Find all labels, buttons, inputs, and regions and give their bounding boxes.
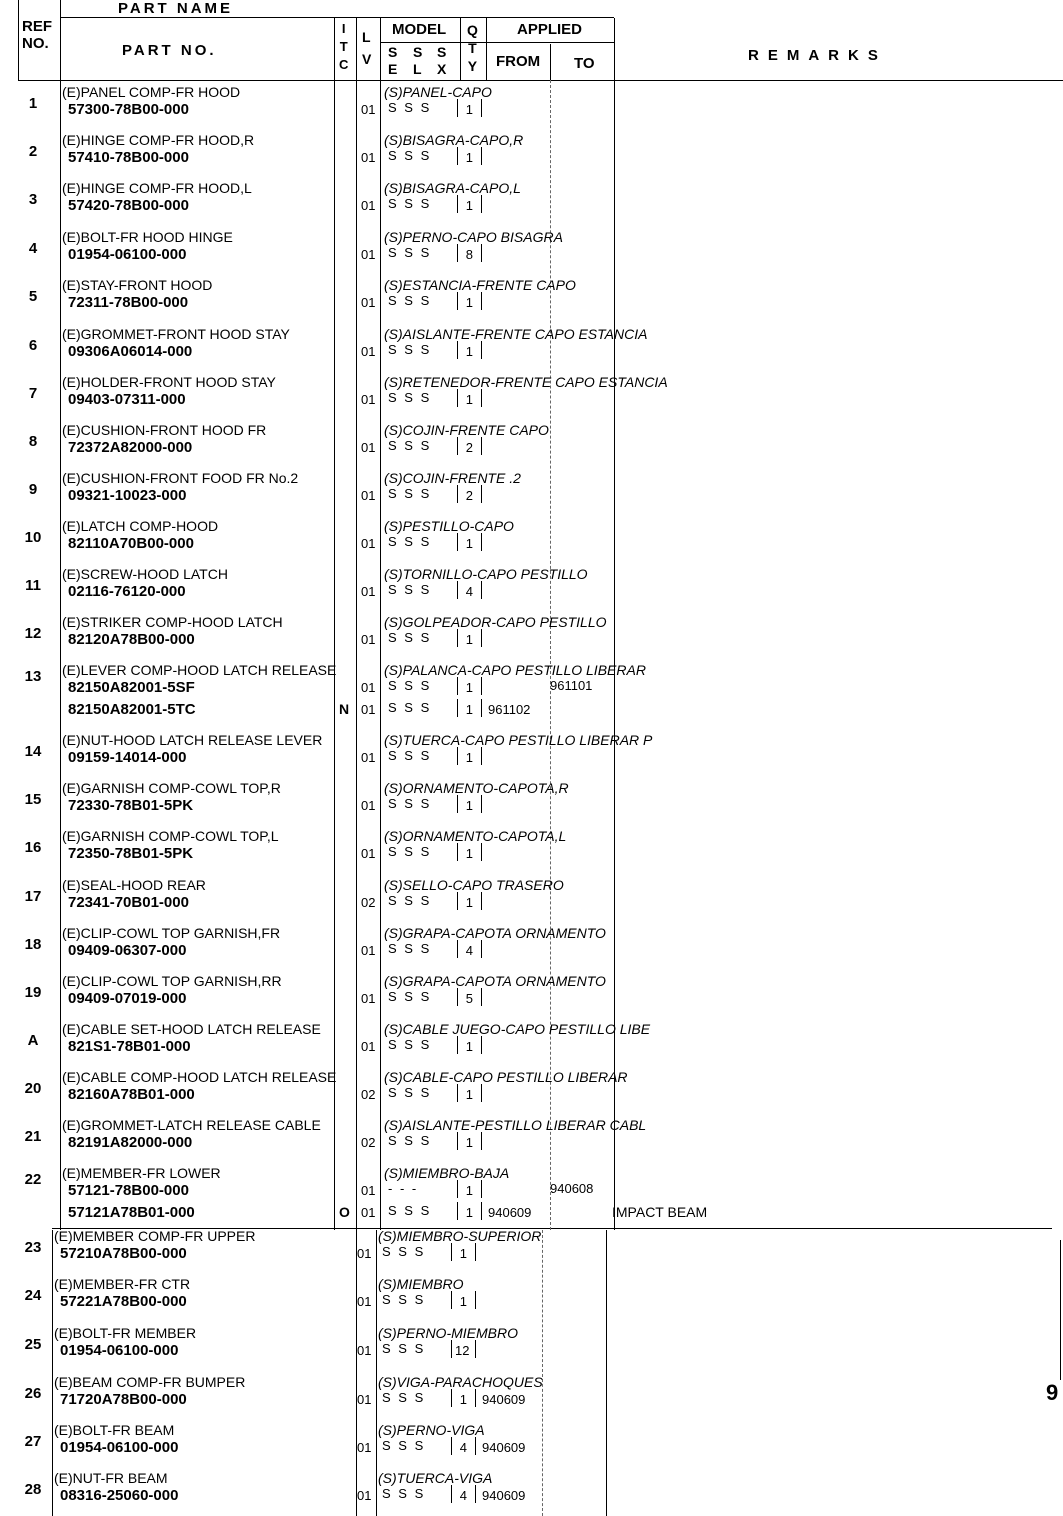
model-applicability: S S S <box>382 1438 424 1453</box>
part-name: (E)CLIP-COWL TOP GARNISH,FR <box>62 925 281 941</box>
qty-divider <box>481 437 482 455</box>
level: 01 <box>361 798 376 813</box>
qty-divider <box>457 892 458 910</box>
qty-divider <box>475 1437 476 1455</box>
spanish-name: (S)TUERCA-VIGA <box>378 1470 493 1486</box>
part-name: (E)NUT-FR BEAM <box>54 1470 168 1486</box>
level: 01 <box>361 1039 376 1054</box>
quantity: 1 <box>465 750 473 765</box>
quantity: 1 <box>465 150 473 165</box>
spanish-name: (S)BISAGRA-CAPO,L <box>384 180 521 196</box>
part-number: 57420-78B00-000 <box>68 197 189 214</box>
level: 01 <box>361 750 376 765</box>
ref-number: 25 <box>24 1336 42 1353</box>
qty-divider <box>481 892 482 910</box>
qty-divider <box>457 195 458 213</box>
quantity: 1 <box>465 632 473 647</box>
model-applicability: S S S <box>388 100 430 115</box>
quantity: 1 <box>465 344 473 359</box>
level: 01 <box>361 295 376 310</box>
quantity: 1 <box>465 295 473 310</box>
qty-divider <box>481 292 482 310</box>
qty-divider <box>451 1243 452 1261</box>
spanish-name: (S)MIEMBRO-BAJA <box>384 1165 510 1181</box>
part-number: 09321-10023-000 <box>68 487 187 504</box>
level: 01 <box>361 1183 376 1198</box>
ref-number: 8 <box>28 433 38 450</box>
part-number: 57410-78B00-000 <box>68 149 189 166</box>
spanish-name: (S)AISLANTE-FRENTE CAPO ESTANCIA <box>384 326 648 342</box>
spanish-name: (S)PESTILLO-CAPO <box>384 518 514 534</box>
ref-number: 7 <box>28 385 38 402</box>
ref-number: 4 <box>28 240 38 257</box>
spanish-name: (S)AISLANTE-PESTILLO LIBERAR CABL <box>384 1117 647 1133</box>
qty-divider <box>451 1340 452 1358</box>
quantity: 1 <box>465 1205 473 1220</box>
level: 01 <box>357 1343 372 1358</box>
remark: IMPACT BEAM <box>612 1204 708 1220</box>
ref-number: 5 <box>28 288 38 305</box>
ref-number: 18 <box>24 936 42 953</box>
quantity: 1 <box>465 846 473 861</box>
quantity: 1 <box>465 702 473 717</box>
quantity: 1 <box>465 536 473 551</box>
quantity: 8 <box>465 247 473 262</box>
qty-divider <box>481 1084 482 1102</box>
model-col-sl: S L <box>413 44 423 77</box>
part-name: (E)SCREW-HOOD LATCH <box>62 566 228 582</box>
level: 01 <box>361 702 376 717</box>
part-name: (E)CABLE SET-HOOD LATCH RELEASE <box>62 1021 321 1037</box>
remarks-header: REMARKS <box>748 47 887 64</box>
qty-divider <box>457 1202 458 1220</box>
ref-number: 1 <box>28 95 38 112</box>
ref-number: 26 <box>24 1385 42 1402</box>
model-applicability: S S S <box>388 148 430 163</box>
spanish-name: (S)CABLE-CAPO PESTILLO LIBERAR <box>384 1069 628 1085</box>
ref-number: 3 <box>28 191 38 208</box>
qty-divider <box>481 843 482 861</box>
quantity: 4 <box>465 584 473 599</box>
part-number: 01954-06100-000 <box>60 1342 179 1359</box>
spanish-name: (S)PANEL-CAPO <box>384 84 492 100</box>
ref-number: 6 <box>28 337 38 354</box>
applied-from: 961102 <box>488 702 531 717</box>
part-name: (E)GROMMET-FRONT HOOD STAY <box>62 326 290 342</box>
model-applicability: S S S <box>388 390 430 405</box>
spanish-name: (S)MIEMBRO-SUPERIOR <box>378 1228 542 1244</box>
ref-number: 21 <box>24 1128 42 1145</box>
qty-divider <box>475 1485 476 1503</box>
spanish-name: (S)GRAPA-CAPOTA ORNAMENTO <box>384 973 606 989</box>
applied-header: APPLIED <box>517 21 583 38</box>
level: 01 <box>361 991 376 1006</box>
part-name: (E)LATCH COMP-HOOD <box>62 518 219 534</box>
itc-code: O <box>339 1204 350 1220</box>
ref-number: 19 <box>24 984 42 1001</box>
ref-number: 16 <box>24 839 42 856</box>
model-applicability: S S S <box>388 1085 430 1100</box>
spanish-name: (S)PALANCA-CAPO PESTILLO LIBERAR <box>384 662 646 678</box>
part-number: 57300-78B00-000 <box>68 101 189 118</box>
part-number: 09403-07311-000 <box>68 391 186 408</box>
model-applicability: S S S <box>388 342 430 357</box>
spanish-name: (S)MIEMBRO <box>378 1276 464 1292</box>
part-name: (E)GROMMET-LATCH RELEASE CABLE <box>62 1117 321 1133</box>
level: 01 <box>361 536 376 551</box>
model-applicability: S S S <box>382 1292 424 1307</box>
level: 01 <box>361 632 376 647</box>
part-number: 72330-78B01-5PK <box>68 797 194 814</box>
spanish-name: (S)GOLPEADOR-CAPO PESTILLO <box>384 614 607 630</box>
part-name: (E)LEVER COMP-HOOD LATCH RELEASE <box>62 662 337 678</box>
model-applicability: S S S <box>388 486 430 501</box>
itc-code: N <box>339 701 350 717</box>
part-name: (E)CLIP-COWL TOP GARNISH,RR <box>62 973 282 989</box>
part-number: 821S1-78B01-000 <box>68 1038 191 1055</box>
applied-from: 940609 <box>482 1440 526 1455</box>
qty-divider <box>457 1132 458 1150</box>
qty-divider <box>451 1389 452 1407</box>
qty-divider <box>481 940 482 958</box>
model-header: MODEL <box>392 21 447 38</box>
level: 01 <box>357 1392 372 1407</box>
qty-divider <box>481 533 482 551</box>
spanish-name: (S)PERNO-CAPO BISAGRA <box>384 229 563 245</box>
qty-divider <box>457 629 458 647</box>
spanish-name: (S)PERNO-MIEMBRO <box>378 1325 518 1341</box>
part-number: 72350-78B01-5PK <box>68 845 194 862</box>
quantity: 1 <box>465 198 473 213</box>
quantity: 1 <box>459 1246 467 1261</box>
part-number: 82110A70B00-000 <box>68 535 194 552</box>
part-number: 72372A82000-000 <box>68 439 193 456</box>
model-applicability: S S S <box>388 844 430 859</box>
part-name: (E)SEAL-HOOD REAR <box>62 877 206 893</box>
ref-number: 28 <box>24 1481 42 1498</box>
spanish-name: (S)ORNAMENTO-CAPOTA,R <box>384 780 569 796</box>
model-applicability: S S S <box>388 438 430 453</box>
qty-divider <box>451 1437 452 1455</box>
quantity: 1 <box>465 1183 473 1198</box>
part-name: (E)PANEL COMP-FR HOOD <box>62 84 241 100</box>
qty-divider <box>481 1132 482 1150</box>
part-number: 01954-06100-000 <box>60 1439 179 1456</box>
qty-divider <box>475 1243 476 1261</box>
qty-divider <box>457 940 458 958</box>
quantity: 4 <box>459 1440 467 1455</box>
level: 01 <box>357 1488 372 1503</box>
model-applicability: S S S <box>388 582 430 597</box>
quantity: 2 <box>465 440 473 455</box>
spanish-name: (S)GRAPA-CAPOTA ORNAMENTO <box>384 925 606 941</box>
part-name: (E)BOLT-FR MEMBER <box>54 1325 197 1341</box>
lv-header: L V <box>362 29 372 67</box>
ref-number: 15 <box>24 791 42 808</box>
applied-from: 940609 <box>482 1392 526 1407</box>
from-header: FROM <box>496 53 541 70</box>
spanish-name: (S)SELLO-CAPO TRASERO <box>384 877 564 893</box>
model-applicability: S S S <box>388 245 430 260</box>
level: 01 <box>361 1205 376 1220</box>
quantity: 4 <box>459 1488 467 1503</box>
model-applicability: S S S <box>388 1133 430 1148</box>
ref-number: 22 <box>24 1171 42 1188</box>
qty-divider <box>457 533 458 551</box>
quantity: 5 <box>465 991 473 1006</box>
quantity: 1 <box>465 1087 473 1102</box>
ref-number: 23 <box>24 1239 42 1256</box>
qty-divider <box>457 747 458 765</box>
level: 01 <box>357 1440 372 1455</box>
quantity: 1 <box>465 1039 473 1054</box>
model-applicability: S S S <box>388 700 430 715</box>
quantity: 1 <box>465 1135 473 1150</box>
model-col-se: S E <box>388 44 398 77</box>
spanish-name: (S)COJIN-FRENTE .2 <box>384 470 521 486</box>
part-name: (E)CUSHION-FRONT HOOD FR <box>62 422 267 438</box>
qty-divider <box>451 1485 452 1503</box>
ref-number: 20 <box>24 1080 42 1097</box>
qty-divider <box>481 629 482 647</box>
level: 01 <box>361 247 376 262</box>
qty-divider <box>457 795 458 813</box>
part-name: (E)GARNISH COMP-COWL TOP,L <box>62 828 279 844</box>
part-name: (E)HINGE COMP-FR HOOD,R <box>62 132 255 148</box>
ref-header: REF NO. <box>22 18 52 52</box>
part-number: 82120A78B00-000 <box>68 631 195 648</box>
model-col-sx: S X <box>437 44 447 77</box>
level: 01 <box>361 943 376 958</box>
spanish-name: (S)PERNO-VIGA <box>378 1422 485 1438</box>
part-name: (E)MEMBER COMP-FR UPPER <box>54 1228 256 1244</box>
spanish-name: (S)BISAGRA-CAPO,R <box>384 132 524 148</box>
model-applicability: S S S <box>382 1390 424 1405</box>
qty-divider <box>475 1389 476 1407</box>
applied-to: 940608 <box>550 1181 594 1196</box>
model-applicability: S S S <box>388 748 430 763</box>
level: 01 <box>357 1246 372 1261</box>
part-number: 72311-78B00-000 <box>68 294 189 311</box>
part-name: (E)STAY-FRONT HOOD <box>62 277 213 293</box>
model-applicability: S S S <box>388 196 430 211</box>
qty-divider <box>481 147 482 165</box>
level: 01 <box>361 150 376 165</box>
level: 01 <box>357 1294 372 1309</box>
model-applicability: S S S <box>382 1486 424 1501</box>
qty-divider <box>481 341 482 359</box>
part-number: 57210A78B00-000 <box>60 1245 187 1262</box>
qty-divider <box>457 99 458 117</box>
quantity: 4 <box>465 943 473 958</box>
quantity: 12 <box>455 1343 470 1358</box>
qty-divider <box>457 677 458 695</box>
qty-divider <box>481 99 482 117</box>
model-applicability: S S S <box>382 1341 424 1356</box>
level: 01 <box>361 198 376 213</box>
qty-divider <box>481 1202 482 1220</box>
level: 02 <box>361 1087 376 1102</box>
model-applicability: S S S <box>388 893 430 908</box>
model-applicability: S S S <box>388 678 430 693</box>
ref-number: 27 <box>24 1433 42 1450</box>
qty-divider <box>457 699 458 717</box>
level: 01 <box>361 488 376 503</box>
applied-from: 940609 <box>488 1205 532 1220</box>
part-no-header: PART NO. <box>122 42 217 59</box>
quantity: 1 <box>459 1392 467 1407</box>
level: 01 <box>361 680 376 695</box>
quantity: 1 <box>459 1294 467 1309</box>
part-number: 82150A82001-5TC <box>68 701 196 718</box>
qty-divider <box>457 843 458 861</box>
part-number: 57121-78B00-000 <box>68 1182 189 1199</box>
qty-divider <box>457 1036 458 1054</box>
quantity: 2 <box>465 488 473 503</box>
spanish-name: (S)ORNAMENTO-CAPOTA,L <box>384 828 567 844</box>
qty-divider <box>481 1180 482 1198</box>
qty-divider <box>457 581 458 599</box>
qty-divider <box>481 677 482 695</box>
qty-divider <box>457 389 458 407</box>
qty-divider <box>481 699 482 717</box>
qty-divider <box>481 389 482 407</box>
model-applicability: S S S <box>388 293 430 308</box>
qty-divider <box>457 244 458 262</box>
level: 02 <box>361 895 376 910</box>
level: 01 <box>361 584 376 599</box>
level: 01 <box>361 846 376 861</box>
part-number: 01954-06100-000 <box>68 246 187 263</box>
part-number: 72341-70B01-000 <box>68 894 189 911</box>
qty-divider <box>475 1291 476 1309</box>
level: 01 <box>361 392 376 407</box>
qty-divider <box>481 195 482 213</box>
quantity: 1 <box>465 680 473 695</box>
quantity: 1 <box>465 102 473 117</box>
ref-number: 11 <box>25 577 41 594</box>
level: 01 <box>361 102 376 117</box>
part-name: (E)BOLT-FR HOOD HINGE <box>62 229 233 245</box>
spanish-name: (S)CABLE JUEGO-CAPO PESTILLO LIBE <box>384 1021 651 1037</box>
spanish-name: (S)VIGA-PARACHOQUES <box>378 1374 543 1390</box>
part-name: (E)BOLT-FR BEAM <box>54 1422 175 1438</box>
part-number: 02116-76120-000 <box>68 583 186 600</box>
quantity: 1 <box>465 895 473 910</box>
level: 01 <box>361 440 376 455</box>
spanish-name: (S)TORNILLO-CAPO PESTILLO <box>384 566 588 582</box>
part-name: (E)CUSHION-FRONT FOOD FR No.2 <box>62 470 299 486</box>
part-number: 09159-14014-000 <box>68 749 187 766</box>
ref-number: 14 <box>24 743 42 760</box>
part-number: 57121A78B01-000 <box>68 1204 195 1221</box>
part-name: (E)NUT-HOOD LATCH RELEASE LEVER <box>62 732 323 748</box>
quantity: 1 <box>465 392 473 407</box>
model-applicability: S S S <box>388 796 430 811</box>
qty-divider <box>457 437 458 455</box>
model-applicability: S S S <box>388 534 430 549</box>
part-number: 57221A78B00-000 <box>60 1293 187 1310</box>
part-name: (E)STRIKER COMP-HOOD LATCH <box>62 614 283 630</box>
ref-number: 9 <box>28 481 38 498</box>
qty-divider <box>457 147 458 165</box>
model-applicability: S S S <box>388 989 430 1004</box>
part-name: (E)MEMBER-FR CTR <box>54 1276 191 1292</box>
level: 02 <box>361 1135 376 1150</box>
qty-divider <box>457 341 458 359</box>
spanish-name: (S)TUERCA-CAPO PESTILLO LIBERAR P <box>384 732 653 748</box>
qty-divider <box>457 1180 458 1198</box>
qty-divider <box>481 795 482 813</box>
spanish-name: (S)ESTANCIA-FRENTE CAPO <box>384 277 576 293</box>
spanish-name: (S)COJIN-FRENTE CAPO <box>384 422 549 438</box>
qty-divider <box>481 1036 482 1054</box>
part-number: 08316-25060-000 <box>60 1487 179 1504</box>
model-applicability: S S S <box>388 1037 430 1052</box>
level: 01 <box>361 344 376 359</box>
qty-divider <box>481 581 482 599</box>
itc-header: I T C <box>339 21 349 72</box>
quantity: 1 <box>465 798 473 813</box>
model-applicability: S S S <box>382 1244 424 1259</box>
part-number: 09306A06014-000 <box>68 343 193 360</box>
spanish-name: (S)RETENEDOR-FRENTE CAPO ESTANCIA <box>384 374 668 390</box>
qty-divider <box>457 292 458 310</box>
qty-divider <box>451 1291 452 1309</box>
part-number: 82150A82001-5SF <box>68 679 195 696</box>
applied-to: 961101 <box>550 678 593 693</box>
part-name: (E)CABLE COMP-HOOD LATCH RELEASE <box>62 1069 337 1085</box>
qty-header: Q T Y <box>467 22 478 74</box>
part-name-header: PART NAME <box>118 0 234 17</box>
part-name: (E)MEMBER-FR LOWER <box>62 1165 221 1181</box>
model-applicability: S S S <box>388 1203 430 1218</box>
qty-divider <box>481 485 482 503</box>
qty-divider <box>481 988 482 1006</box>
qty-divider <box>481 244 482 262</box>
ref-number: 24 <box>24 1287 42 1304</box>
qty-divider <box>457 485 458 503</box>
model-applicability: - - - <box>388 1181 417 1196</box>
model-applicability: S S S <box>388 941 430 956</box>
ref-number: 17 <box>24 888 42 905</box>
ref-number: A <box>27 1032 39 1049</box>
part-name: (E)GARNISH COMP-COWL TOP,R <box>62 780 281 796</box>
qty-divider <box>475 1340 476 1358</box>
part-name: (E)HOLDER-FRONT HOOD STAY <box>62 374 276 390</box>
qty-divider <box>457 1084 458 1102</box>
part-number: 09409-07019-000 <box>68 990 187 1007</box>
ref-number: 2 <box>28 143 38 160</box>
part-name: (E)BEAM COMP-FR BUMPER <box>54 1374 246 1390</box>
part-name: (E)HINGE COMP-FR HOOD,L <box>62 180 252 196</box>
part-number: 09409-06307-000 <box>68 942 187 959</box>
qty-divider <box>457 988 458 1006</box>
ref-number: 12 <box>24 625 42 642</box>
part-number: 82160A78B01-000 <box>68 1086 195 1103</box>
to-header: TO <box>574 55 595 72</box>
ref-number: 13 <box>24 668 42 685</box>
qty-divider <box>481 747 482 765</box>
model-applicability: S S S <box>388 630 430 645</box>
part-number: 71720A78B00-000 <box>60 1391 187 1408</box>
part-number: 82191A82000-000 <box>68 1134 193 1151</box>
edge-mark: 9 <box>1046 1380 1059 1405</box>
ref-number: 10 <box>24 529 42 546</box>
applied-from: 940609 <box>482 1488 526 1503</box>
